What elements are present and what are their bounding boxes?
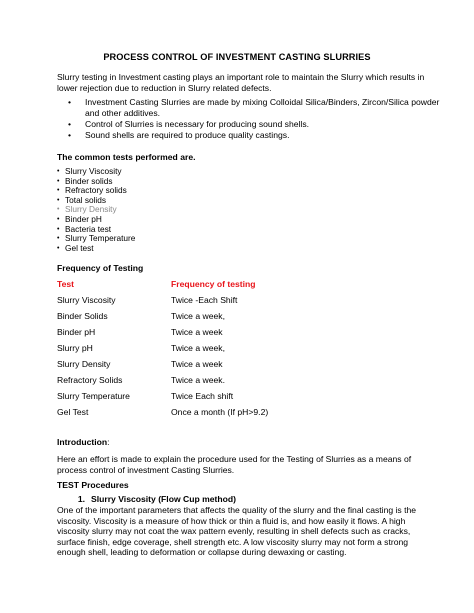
bullet-item [57, 119, 447, 130]
table-row [57, 343, 371, 359]
bullet-dot-icon: • [57, 206, 60, 214]
table-row [57, 327, 371, 343]
table-cell: Slurry Temperature [57, 391, 130, 401]
table-cell: Twice a week, [171, 311, 225, 321]
table-cell: Binder Solids [57, 311, 108, 321]
introduction-paragraph: Here an effort is made to explain the procedure used for the Testing of Slurries as a means of process control of investment Casting Slurries. [57, 454, 412, 475]
list-item: • Slurry Viscosity [57, 166, 122, 176]
bullet-dot-icon: • [68, 130, 72, 140]
list-item: • Slurry Density [57, 204, 117, 215]
table-cell: Once a month (If pH>9.2) [171, 407, 269, 417]
bullet-dot-icon: • [57, 177, 60, 185]
list-item: • Gel test [57, 242, 94, 253]
bullet-dot-icon: • [57, 215, 60, 223]
table-row [57, 311, 371, 327]
bullet-dot-icon: • [57, 235, 60, 243]
bullet-dot-icon: • [57, 225, 60, 233]
introduction-colon: : [107, 437, 110, 447]
bullet-text: Control of Slurries is necessary for producing sound shells. [85, 119, 310, 129]
table-header-row [57, 279, 371, 295]
table-row [57, 407, 371, 423]
common-tests-heading: The common tests performed are. [57, 152, 196, 162]
column-header-test: Test [57, 279, 75, 289]
bullet-text: Investment Casting Slurries are made by mixing Colloidal Silica/Binders, Zircon/Silica powder and other additives. [85, 97, 440, 118]
intro-paragraph: Slurry testing in Investment casting plays an important role to maintain the Slurry which results in lower rejection due to reduction in Slurry related defects. [57, 72, 425, 93]
table-row [57, 375, 371, 391]
table-cell: Twice a week, [171, 343, 225, 353]
list-item: • Binder pH [57, 213, 102, 224]
bullet-text: Sound shells are required to produce quality castings. [85, 130, 290, 140]
common-tests-list [57, 167, 135, 253]
list-item: • Total solids [57, 194, 107, 205]
table-cell: Gel Test [57, 407, 89, 417]
bullet-dot-icon: • [57, 196, 60, 204]
table-row [57, 391, 371, 407]
list-item: • Binder solids [57, 175, 113, 186]
table-cell: Twice Each shift [171, 391, 234, 401]
table-row [57, 359, 371, 375]
table-cell: Binder pH [57, 327, 96, 337]
test-procedures-heading: TEST Procedures [57, 480, 129, 490]
introduction-heading: Introduction [57, 437, 108, 447]
introduction-heading-line [57, 437, 110, 447]
frequency-heading: Frequency of Testing [57, 263, 144, 273]
procedure-1-title: Slurry Viscosity (Flow Cup method) [91, 494, 236, 504]
procedure-1-heading [57, 494, 236, 504]
table-cell: Slurry Viscosity [57, 295, 116, 305]
table-cell: Refractory Solids [57, 375, 123, 385]
bullet-dot-icon: • [57, 187, 60, 195]
table-row [57, 295, 371, 311]
frequency-table [57, 279, 371, 423]
table-cell: Slurry pH [57, 343, 93, 353]
table-cell: Slurry Density [57, 359, 111, 369]
procedure-1-number: 1. [77, 494, 85, 504]
bullet-item [57, 130, 447, 141]
page-title: PROCESS CONTROL OF INVESTMENT CASTING SLURRIES [103, 52, 371, 62]
list-item: • Refractory solids [57, 185, 127, 196]
column-header-frequency: Frequency of testing [171, 279, 256, 289]
bullet-dot-icon: • [68, 97, 72, 107]
table-cell: Twice -Each Shift [171, 295, 238, 305]
bullet-dot-icon: • [68, 119, 72, 129]
procedure-1-paragraph: One of the important parameters that affects the quality of the slurry and the final casting is the viscosity. Viscosity is a measure of how thick or thin a fluid is, and how easily it flows. A high viscosity slurry may not coat the wax pattern evenly, resulting in shell defects such as cracks, surface finish, edge coverage, shell strength etc. A low viscosity slurry may not form a strong enough shell, leading to deformation or collapse during dewaxing or casting. [57, 505, 417, 558]
table-cell: Twice a week [171, 327, 223, 337]
bullet-dot-icon: • [57, 244, 60, 252]
table-cell: Twice a week. [171, 375, 225, 385]
bullet-item [57, 97, 447, 119]
intro-bullet-list [57, 97, 447, 141]
list-item: • Bacteria test [57, 223, 112, 234]
list-item: • Slurry Temperature [57, 233, 136, 244]
table-cell: Twice a week [171, 359, 223, 369]
bullet-dot-icon: • [57, 168, 60, 175]
